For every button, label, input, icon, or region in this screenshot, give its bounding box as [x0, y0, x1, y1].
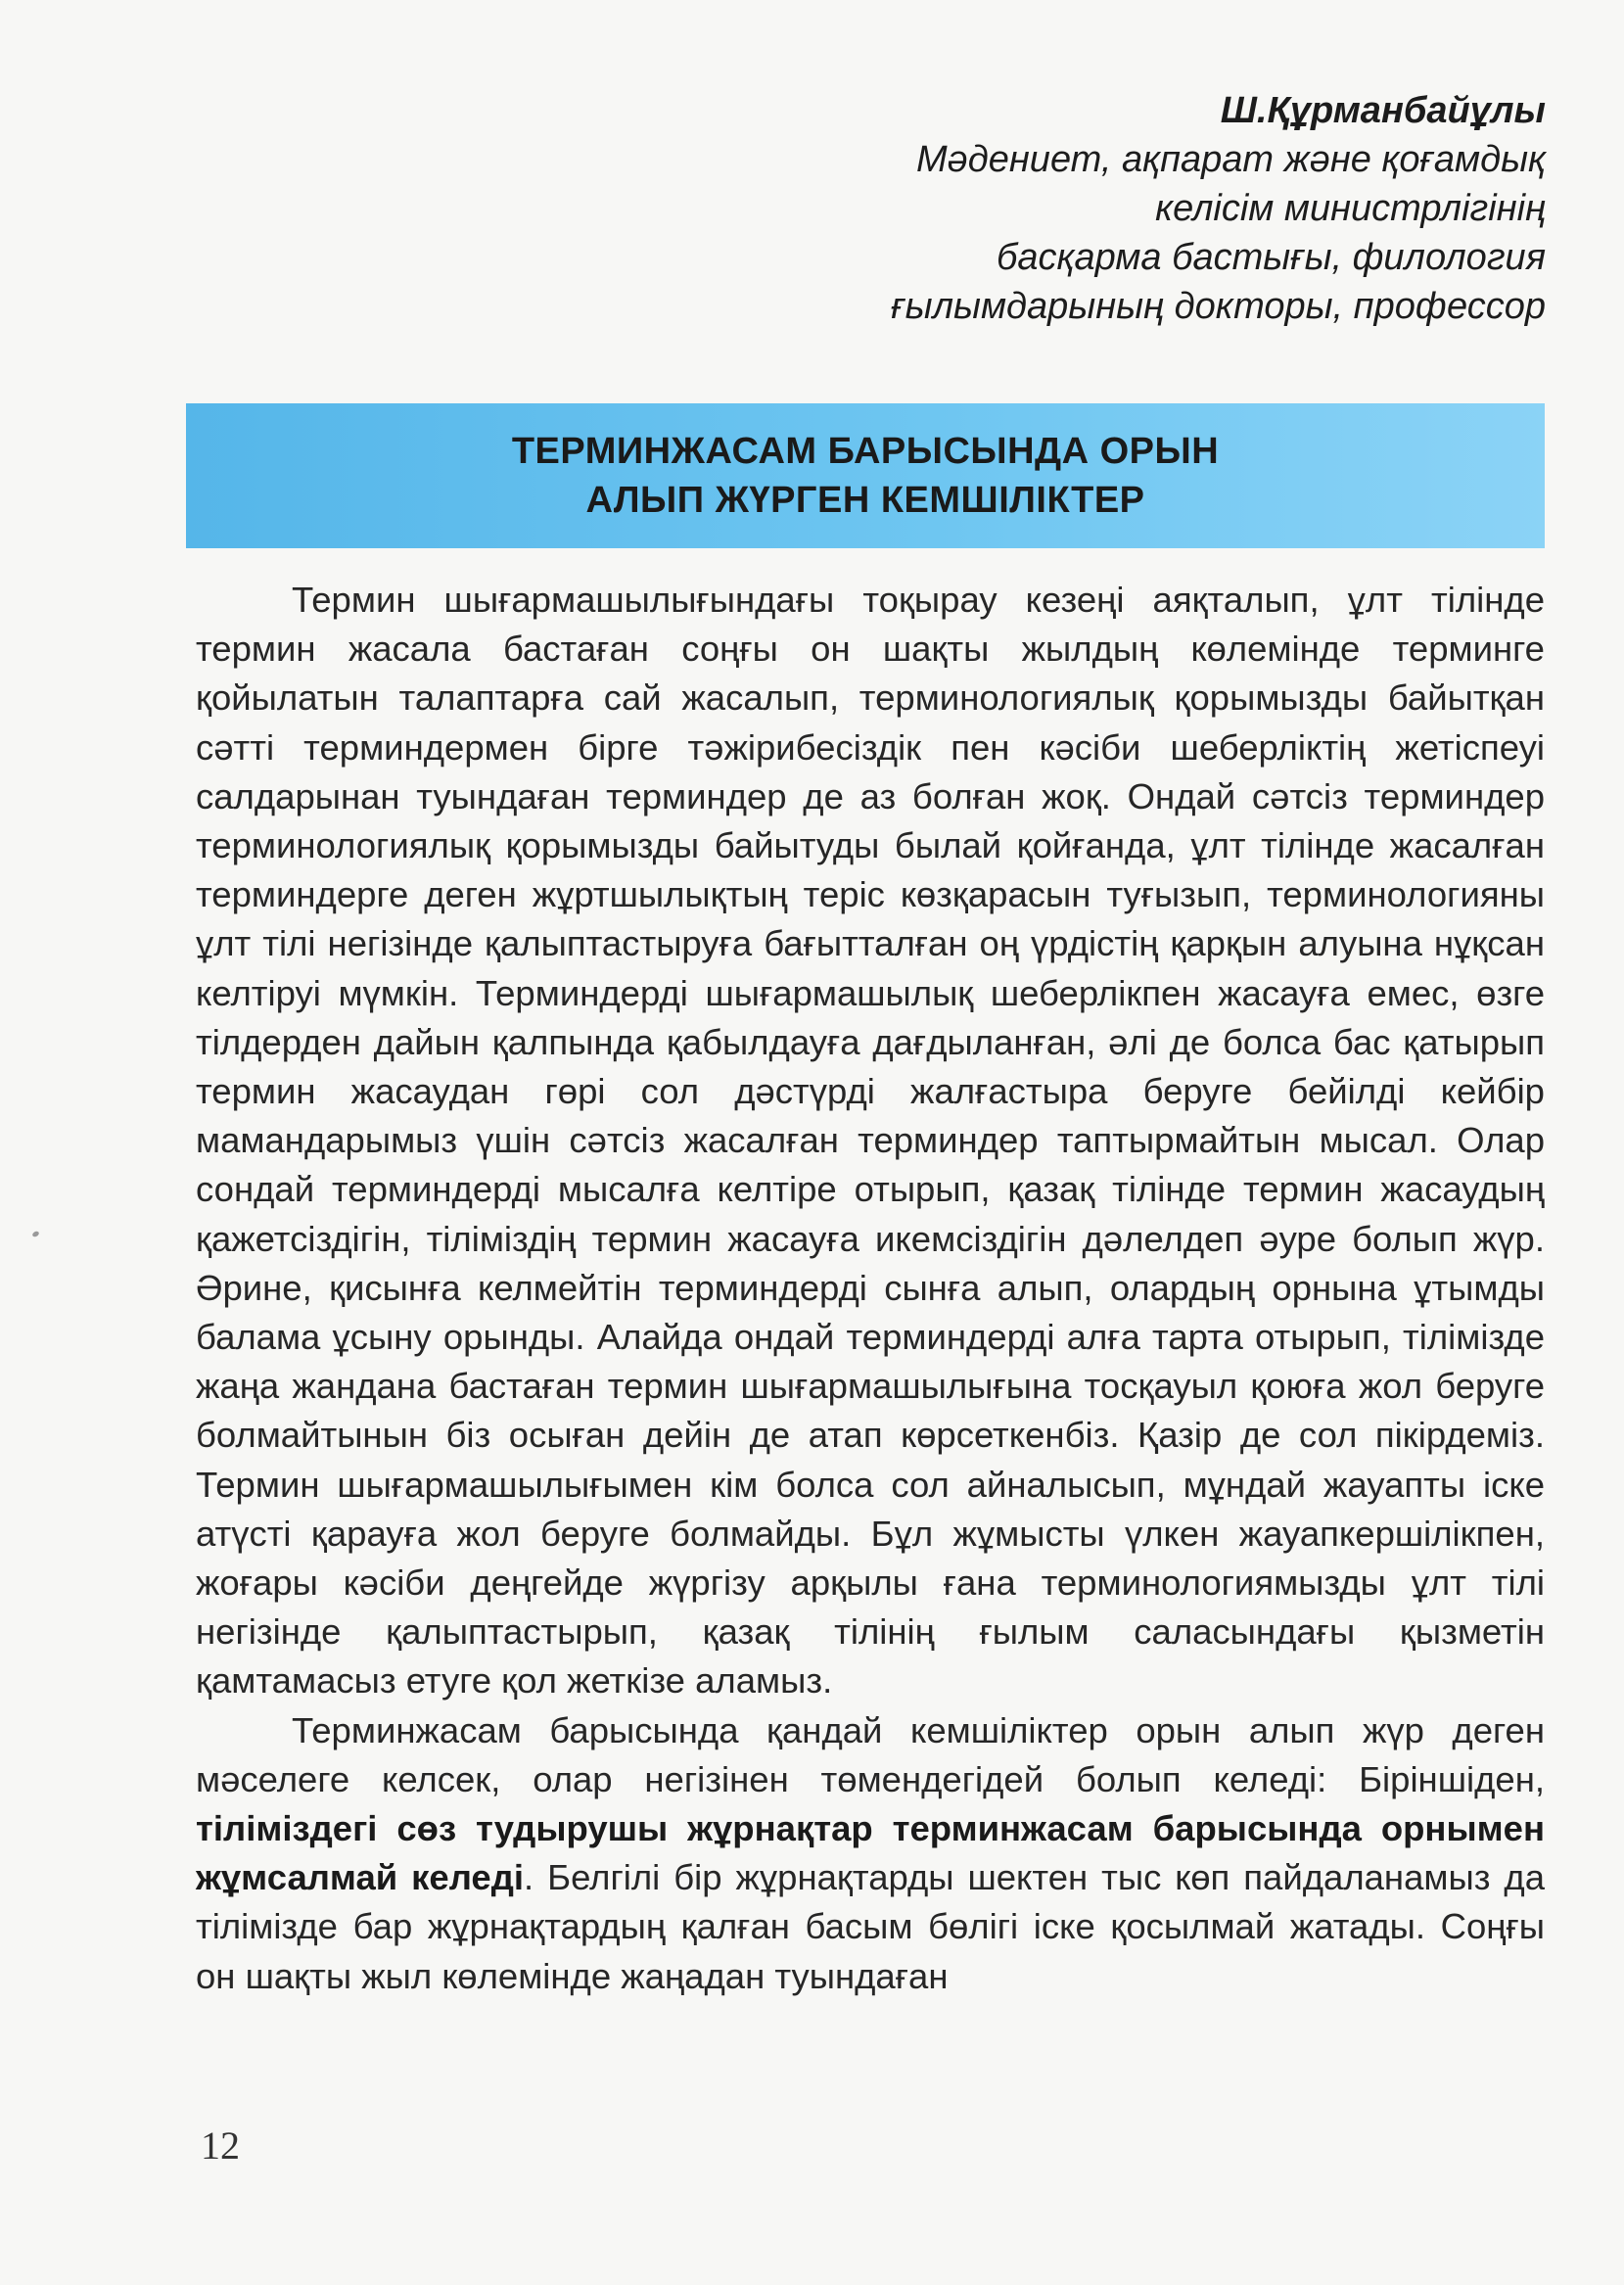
body-paragraph-1: Термин шығармашылығындағы тоқырау кезеңі аяқталып, ұлт тілінде термин жасала бастаған соңғы он шақты жылдың көлемінде терминге қойылатын талаптарға сай жасалып, терминологиялық қорымызды байытқан сәтті терминдермен бірге тәжірибесіздік пен кәсіби шеберліктің жетіспеуі салдарынан туындаған терминдер де аз болған жоқ. Ондай сәтсіз терминдер терминологиялық қорымызды байытуды былай қойғанда, ұлт тілінде жасалған терминдерге деген жұртшылықтың теріс көзқарасын туғызып, терминологияны ұлт тілі негізінде қалыптастыруға бағытталған оң үрдістің қарқын алуына нұқсан келтіруі мүмкін. Терминдерді шығармашылық шеберлікпен жасауға емес, өзге тілдерден дайын қалпында қабылдауға дағдыланған, әлі де болса бас қатырып термин жасаудан гөрі сол дәстүрді жалғастыра беруге бейілді кейбір мамандарымыз үшін сәтсіз жасалған терминдер таптырмайтын мысал. Олар сондай терминдерді мысалға келтіре отырып, қазақ тілінде термин жасаудың қажетсіздігін, тіліміздің термин жасауға икемсіздігін дәлелдеп әуре болып жүр. Әрине, қисынға келмейтін терминдерді сынға алып, олардың орнына ұтымды балама ұсыну орынды. Алайда ондай терминдерді алға тарта отырып, тілімізде жаңа жандана бастаған термин шығармашылығына тосқауыл қоюға жол беруге болмайтынын біз осыған дейін де атап көрсеткенбіз. Қазір де сол пікірдеміз. Термин шығармашылығымен кім болса сол айналысып, мұндай жауапты іске атүсті қарауға жол беруге болмайды. Бұл жұмысты үлкен жауапкершілікпен, жоғары кәсіби деңгейде жүргізу арқылы ғана терминологиямызды ұлт тілі негізінде қалыптастырып, қазақ тілінің ғылым саласындағы қызметін қамтамасыз етуге қол жеткізе аламыз. [196, 580, 1545, 1702]
author-block [567, 86, 1546, 331]
author-position-line-3: басқарма бастығы, филология [997, 237, 1546, 278]
article-title-line-2: АЛЫП ЖҮРГЕН КЕМШІЛІКТЕР [585, 480, 1145, 521]
author-position-line-2: келісім министрлігінің [1155, 188, 1546, 229]
body-paragraph-2 [196, 1706, 1545, 2001]
body-paragraph-2-start: Терминжасам барысында қандай кемшіліктер орын алып жүр деген мәселеге келсек, олар негізінен төмендегідей болып келеді: Біріншіден, [196, 1709, 1545, 1799]
author-name: Ш.Құрманбайұлы [1220, 90, 1546, 131]
article-title-line-1: ТЕРМИНЖАСАМ БАРЫСЫНДА ОРЫН [511, 431, 1220, 472]
article-title-banner [186, 403, 1545, 548]
scan-speck [31, 1231, 40, 1238]
body-paragraph-2-end: . Белгілі бір жұрнақтарды шектен тыс көп пайдаланамыз да тілімізде бар жұрнақтардың қалған басым бөлігі іске қосылмай жатады. Соңғы он шақты жыл көлемінде жаңадан туындаған [196, 1857, 1545, 1996]
article-body [196, 576, 1545, 2001]
author-position-line-4: ғылымдарының докторы, профессор [891, 286, 1546, 327]
page-number: 12 [201, 2123, 240, 2168]
body-paragraph-2-emphasis: тіліміздегі сөз тудырушы жұрнақтар терминжасам барысында орнымен жұмсалмай келеді [196, 1808, 1545, 1898]
author-position-line-1: Мәдениет, ақпарат және қоғамдық [915, 139, 1546, 180]
